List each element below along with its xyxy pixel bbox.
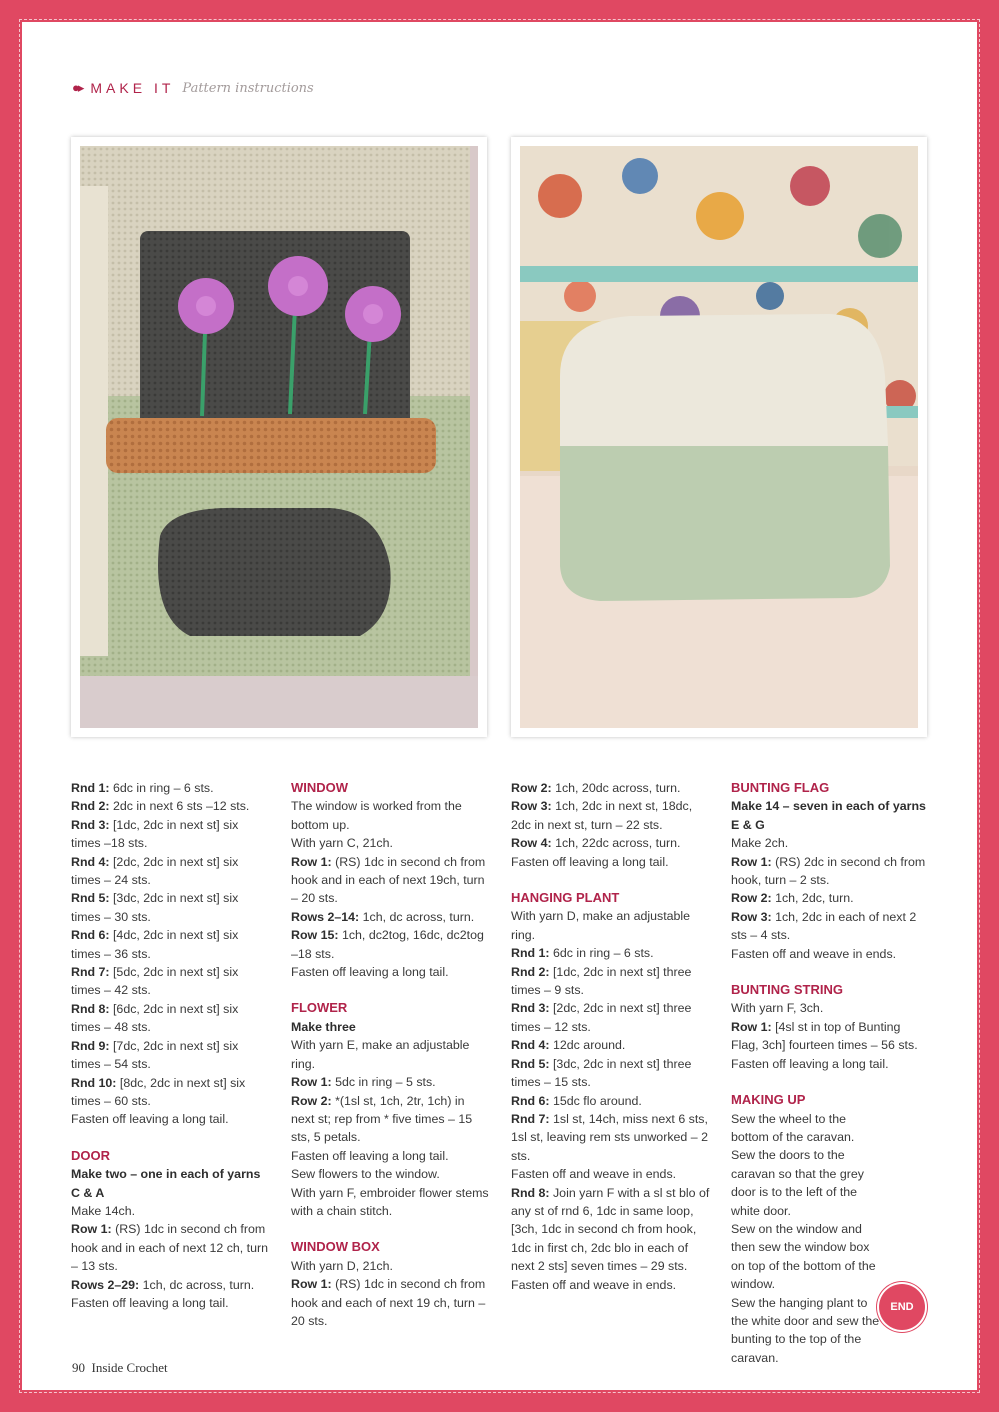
bunting-string-instructions (731, 999, 929, 1073)
end-badge: END (879, 1284, 925, 1330)
instruction-line (291, 1092, 491, 1147)
instruction-text: (RS) 1dc in second ch from hook and in each of next 12 ch, turn – 13 sts. (71, 1222, 269, 1274)
instruction-text: 1ch, dc across, turn. (139, 1277, 255, 1292)
window-box-continued (511, 779, 711, 871)
magazine-name: Inside Crochet (91, 1360, 168, 1375)
instruction-text: Fasten off and weave in ends. (731, 946, 897, 961)
instruction-text: *(1sl st, 1ch, 2tr, 1ch) in next st; rep from * five times – 15 sts, 5 petals. (291, 1093, 473, 1145)
instruction-line (511, 1110, 711, 1165)
instruction-line (71, 926, 271, 963)
instruction-line (71, 889, 271, 926)
instruction-line (511, 907, 711, 944)
door-subheading: Make two – one in each of yarns C & A (71, 1167, 261, 1200)
instruction-text: [1dc, 2dc in next st] three times – 9 sts. (511, 964, 692, 998)
instruction-label: Row 1: (291, 854, 332, 869)
instruction-text: 1sl st, 14ch, miss next 6 sts, 1sl st, leaving rem sts unworked – 2 sts. (511, 1111, 708, 1163)
photo-caravan-cushion (511, 137, 927, 737)
bunting-string-heading: BUNTING STRING (731, 982, 843, 998)
bunting-flag-instructions (731, 834, 929, 963)
instruction-line (511, 1276, 711, 1294)
instruction-text: 1ch, 2dc in each of next 2 sts – 4 sts. (731, 909, 917, 943)
instruction-line (511, 853, 711, 871)
instruction-line (291, 1275, 491, 1330)
instruction-line (71, 853, 271, 890)
instruction-text: [7dc, 2dc in next st] six times – 54 sts. (71, 1038, 239, 1072)
instruction-line (71, 1110, 271, 1128)
instruction-text: Make 2ch. (731, 836, 789, 851)
making-up-heading: MAKING UP (731, 1092, 806, 1108)
instruction-text: 12dc around. (549, 1038, 626, 1053)
bunting-flag-heading: BUNTING FLAG (731, 780, 830, 795)
instruction-line (731, 945, 929, 963)
instruction-label: Rows 2–29: (71, 1277, 140, 1292)
instruction-line (731, 1220, 881, 1294)
instruction-text: Sew on the window and then sew the window box on top of the bottom of the window. (731, 1221, 876, 1292)
cushion-image (520, 146, 918, 728)
instruction-label: Row 2: (731, 891, 772, 906)
instruction-label: Rnd 8: (71, 1001, 110, 1016)
instruction-line (511, 1184, 711, 1276)
instruction-line (291, 963, 491, 981)
instruction-line (71, 1276, 271, 1294)
instruction-line (291, 797, 491, 834)
instruction-line (71, 1220, 271, 1275)
instruction-text: [2dc, 2dc in next st] six times – 24 sts. (71, 854, 239, 888)
flower-instructions (291, 1036, 491, 1220)
instruction-text: (RS) 1dc in second ch from hook and each of next 19 ch, turn – 20 sts. (291, 1277, 486, 1328)
page-number: 90 (72, 1360, 85, 1375)
instruction-label: Row 2: (291, 1093, 332, 1108)
window-heading: WINDOW (291, 780, 349, 795)
column-2 (291, 779, 491, 1330)
instruction-text: [2dc, 2dc in next st] three times – 12 sts. (511, 1001, 692, 1034)
instruction-text: Join yarn F with a sl st blo of any st of rnd 6, 1dc in same loop, [3ch, 1dc in second ch from hook, 1dc in first ch, 2dc blo in each of next 2 sts] seven times – 29 sts. (511, 1185, 710, 1274)
instruction-text: 1ch, 20dc across, turn. (551, 781, 681, 795)
instruction-label: Rnd 2: (511, 964, 550, 979)
instruction-label: Row 3: (511, 799, 552, 814)
photo-caravan-window (71, 137, 487, 737)
instruction-line (291, 834, 491, 852)
instruction-line (291, 1036, 491, 1073)
instruction-text: (RS) 1dc in second ch from hook and in each of next 19ch, turn – 20 sts. (291, 854, 486, 906)
instruction-line (291, 926, 491, 963)
instruction-text: Fasten off leaving a long tail. (71, 1295, 229, 1310)
instruction-label: Rnd 4: (511, 1038, 550, 1053)
instruction-line (71, 1000, 271, 1037)
instruction-line (731, 908, 929, 945)
instruction-label: Rows 2–14: (291, 909, 360, 924)
window-instructions (291, 797, 491, 981)
section-header (72, 80, 314, 96)
instruction-label: Rnd 8: (511, 1185, 550, 1200)
instruction-line (71, 1202, 271, 1220)
instruction-text: (RS) 2dc in second ch from hook, turn – 2 sts. (731, 854, 926, 888)
instruction-text: 6dc in ring – 6 sts. (549, 946, 654, 961)
instruction-label: Rnd 3: (511, 1001, 550, 1016)
instruction-text: Fasten off leaving a long tail. (731, 1056, 889, 1071)
instruction-text: With yarn D, 21ch. (291, 1258, 393, 1273)
instruction-line (731, 1146, 881, 1220)
arrow-icon: ●▸ (72, 80, 83, 95)
instruction-text: Make 14ch. (71, 1203, 136, 1218)
instruction-text: 6dc in ring – 6 sts. (109, 781, 214, 795)
instruction-text: 5dc in ring – 5 sts. (331, 1075, 436, 1090)
bunting-flag-subheading: Make 14 – seven in each of yarns E & G (731, 799, 926, 832)
section-subtitle: Pattern instructions (182, 80, 314, 96)
instruction-text: Sew the doors to the caravan so that the grey door is to the left of the white door. (731, 1148, 864, 1218)
section-title: MAKE IT (90, 80, 175, 96)
instruction-label: Row 1: (71, 1222, 112, 1237)
instruction-text: [5dc, 2dc in next st] six times – 42 sts. (71, 965, 239, 998)
hanging-plant-heading: HANGING PLANT (511, 890, 620, 906)
instruction-line (511, 834, 711, 852)
instruction-line (731, 1055, 929, 1073)
instruction-line (71, 963, 271, 1000)
instruction-text: [3dc, 2dc in next st] six times – 30 sts. (71, 891, 239, 924)
instruction-label: Rnd 5: (71, 891, 110, 906)
instruction-text: Sew flowers to the window. (291, 1167, 440, 1182)
instruction-label: Rnd 3: (71, 817, 110, 832)
instruction-text: [3dc, 2dc in next st] three times – 15 sts. (511, 1056, 692, 1090)
column-3 (511, 779, 711, 1294)
caravan-window-image (80, 146, 478, 728)
door-instructions (71, 1202, 271, 1312)
instruction-text: With yarn C, 21ch. (291, 836, 393, 851)
instruction-line (71, 797, 271, 815)
instruction-label: Row 1: (731, 854, 772, 869)
instruction-text: With yarn E, make an adjustable ring. (291, 1038, 470, 1071)
instruction-text: Fasten off and weave in ends. (511, 1277, 677, 1292)
instruction-text: Fasten off and weave in ends. (511, 1167, 677, 1182)
column-1 (71, 779, 271, 1312)
instruction-text: 1ch, dc2tog, 16dc, dc2tog –18 sts. (291, 928, 484, 961)
instruction-line (291, 853, 491, 908)
instruction-text: [1dc, 2dc in next st] six times –18 sts. (71, 817, 239, 851)
instruction-text: Sew the hanging plant to the white door and sew the bunting to the top of the caravan. (731, 1295, 880, 1365)
instruction-line (71, 1294, 271, 1312)
instruction-line (731, 834, 929, 852)
instruction-line (291, 1165, 491, 1183)
instruction-text: [4dc, 2dc in next st] six times – 36 sts. (71, 928, 239, 961)
instruction-text: [6dc, 2dc in next st] six times – 48 sts. (71, 1001, 239, 1035)
instruction-text: 1ch, 2dc in next st, 18dc, 2dc in next st, turn – 22 sts. (511, 799, 693, 832)
instruction-text: Fasten off leaving a long tail. (71, 1112, 229, 1127)
instruction-label: Row 1: (731, 1019, 772, 1034)
instruction-line (511, 779, 711, 797)
instruction-label: Rnd 1: (511, 946, 550, 961)
instruction-line (511, 999, 711, 1036)
window-box-heading: WINDOW BOX (291, 1239, 380, 1255)
instruction-label: Row 2: (511, 781, 552, 795)
instruction-label: Rnd 7: (511, 1111, 550, 1126)
instruction-text: Fasten off leaving a long tail. (291, 965, 449, 980)
instruction-line (71, 1074, 271, 1111)
instruction-text: 1ch, dc across, turn. (359, 909, 475, 924)
instruction-line (511, 1165, 711, 1183)
page-footer (72, 1360, 168, 1376)
instruction-line (731, 1018, 929, 1055)
instruction-label: Rnd 5: (511, 1056, 550, 1071)
instruction-text: 15dc flo around. (549, 1093, 642, 1108)
instruction-label: Rnd 4: (71, 854, 110, 869)
hanging-plant-instructions (511, 907, 711, 1294)
instruction-line (71, 1037, 271, 1074)
instruction-line (71, 816, 271, 853)
instruction-line (291, 1147, 491, 1165)
instruction-line (291, 1073, 491, 1091)
instruction-text: Fasten off leaving a long tail. (291, 1148, 449, 1163)
instruction-line (731, 853, 929, 890)
instruction-line (511, 797, 711, 834)
instruction-text: [4sl st in top of Bunting Flag, 3ch] fourteen times – 56 sts. (731, 1019, 918, 1053)
instruction-text: With yarn D, make an adjustable ring. (511, 909, 691, 942)
instruction-label: Rnd 10: (71, 1075, 117, 1090)
instruction-text: 1ch, 22dc across, turn. (551, 836, 681, 851)
instruction-text: With yarn F, 3ch. (731, 1001, 824, 1016)
instruction-line (291, 908, 491, 926)
instruction-line (71, 779, 271, 797)
instruction-label: Row 4: (511, 836, 552, 851)
flower-subheading: Make three (291, 1019, 356, 1034)
column-4 (731, 779, 929, 1367)
instruction-line (731, 889, 929, 907)
instruction-label: Rnd 6: (71, 928, 110, 943)
instruction-line (731, 999, 929, 1017)
instruction-line (511, 963, 711, 1000)
instruction-line (291, 1257, 491, 1275)
window-box-instructions (291, 1257, 491, 1331)
making-up-instructions (731, 1110, 881, 1368)
instruction-label: Row 1: (291, 1075, 332, 1090)
instruction-text: Sew the wheel to the bottom of the caravan. (731, 1111, 855, 1144)
instruction-label: Row 3: (731, 909, 772, 924)
instruction-line (291, 1184, 491, 1221)
instruction-label: Row 15: (291, 928, 339, 943)
instruction-text: The window is worked from the bottom up. (291, 799, 462, 832)
instruction-label: Row 1: (291, 1277, 332, 1292)
instruction-line (731, 1110, 881, 1147)
instruction-line (511, 1036, 711, 1054)
instruction-line (511, 1055, 711, 1092)
instruction-label: Rnd 2: (71, 799, 110, 814)
instruction-text: [8dc, 2dc in next st] six times – 60 sts. (71, 1075, 246, 1108)
instruction-line (511, 1092, 711, 1110)
instruction-text: 1ch, 2dc, turn. (771, 891, 854, 906)
instruction-label: Rnd 6: (511, 1093, 550, 1108)
instruction-text: 2dc in next 6 sts –12 sts. (109, 799, 250, 814)
wheel-instructions (71, 779, 271, 1129)
instruction-line (511, 944, 711, 962)
instruction-label: Rnd 7: (71, 965, 110, 980)
instruction-text: With yarn F, embroider flower stems with a chain stitch. (291, 1185, 489, 1218)
instruction-line (731, 1294, 881, 1368)
instruction-label: Rnd 1: (71, 781, 110, 795)
door-heading: DOOR (71, 1147, 110, 1163)
flower-heading: FLOWER (291, 1000, 348, 1016)
instruction-text: Fasten off leaving a long tail. (511, 854, 669, 869)
instruction-label: Rnd 9: (71, 1038, 110, 1053)
